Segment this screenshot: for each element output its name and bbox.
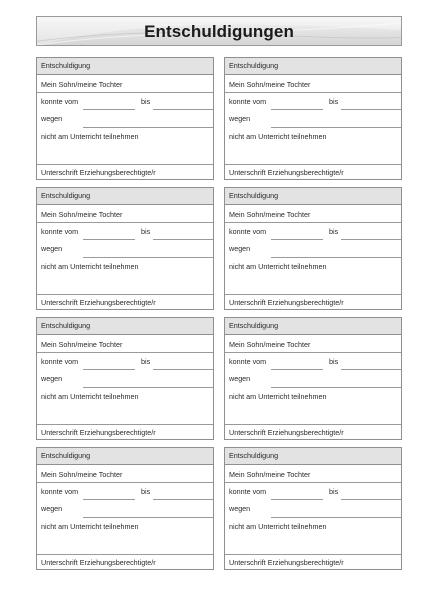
date-from-field[interactable] — [271, 499, 323, 500]
reason-field[interactable] — [83, 387, 213, 388]
child-line-label: Mein Sohn/meine Tochter — [41, 210, 123, 219]
card-heading: Entschuldigung — [225, 188, 401, 205]
date-from-label: konnte vom — [41, 487, 79, 496]
excuse-card-6 — [224, 317, 402, 440]
excuse-card-5 — [36, 317, 214, 440]
signature-label: Unterschrift Erziehungsberechtigte/r — [41, 298, 156, 307]
date-to-label: bis — [329, 357, 339, 366]
absence-text: nicht am Unterricht teilnehmen — [41, 392, 139, 401]
signature-divider[interactable] — [225, 164, 401, 165]
reason-label: wegen — [229, 374, 251, 383]
date-from-label: konnte vom — [41, 97, 79, 106]
date-from-label: konnte vom — [229, 227, 267, 236]
reason-field[interactable] — [83, 127, 213, 128]
excuse-card-3 — [36, 187, 214, 310]
signature-label: Unterschrift Erziehungsberechtigte/r — [229, 168, 344, 177]
date-to-label: bis — [329, 487, 339, 496]
date-from-field[interactable] — [83, 499, 135, 500]
signature-divider[interactable] — [37, 424, 213, 425]
date-from-label: konnte vom — [229, 357, 267, 366]
date-to-field[interactable] — [153, 239, 213, 240]
row-divider — [37, 352, 213, 353]
reason-field[interactable] — [83, 257, 213, 258]
absence-text: nicht am Unterricht teilnehmen — [229, 522, 327, 531]
signature-label: Unterschrift Erziehungsberechtigte/r — [41, 428, 156, 437]
date-from-field[interactable] — [83, 239, 135, 240]
reason-label: wegen — [41, 244, 63, 253]
row-divider — [37, 222, 213, 223]
page-header — [36, 16, 402, 46]
row-divider — [225, 482, 401, 483]
date-from-label: konnte vom — [41, 227, 79, 236]
reason-field[interactable] — [271, 127, 401, 128]
date-to-field[interactable] — [341, 239, 401, 240]
date-from-field[interactable] — [271, 109, 323, 110]
page-title: Entschuldigungen — [144, 22, 294, 41]
absence-text: nicht am Unterricht teilnehmen — [229, 132, 327, 141]
reason-field[interactable] — [271, 517, 401, 518]
signature-label: Unterschrift Erziehungsberechtigte/r — [229, 558, 344, 567]
reason-label: wegen — [41, 114, 63, 123]
child-line-label: Mein Sohn/meine Tochter — [41, 80, 123, 89]
date-to-field[interactable] — [153, 499, 213, 500]
row-divider — [225, 92, 401, 93]
date-to-field[interactable] — [153, 369, 213, 370]
excuse-card-8 — [224, 447, 402, 570]
date-from-field[interactable] — [271, 239, 323, 240]
date-to-field[interactable] — [341, 499, 401, 500]
reason-label: wegen — [229, 114, 251, 123]
card-heading: Entschuldigung — [225, 58, 401, 75]
date-to-field[interactable] — [341, 109, 401, 110]
row-divider — [225, 222, 401, 223]
child-line-label: Mein Sohn/meine Tochter — [229, 340, 311, 349]
reason-label: wegen — [41, 504, 63, 513]
date-to-label: bis — [141, 97, 151, 106]
date-to-field[interactable] — [153, 109, 213, 110]
absence-text: nicht am Unterricht teilnehmen — [41, 522, 139, 531]
date-from-label: konnte vom — [41, 357, 79, 366]
signature-label: Unterschrift Erziehungsberechtigte/r — [41, 168, 156, 177]
child-line-label: Mein Sohn/meine Tochter — [229, 210, 311, 219]
date-from-field[interactable] — [83, 109, 135, 110]
excuse-card-1 — [36, 57, 214, 180]
date-from-label: konnte vom — [229, 487, 267, 496]
absence-text: nicht am Unterricht teilnehmen — [229, 392, 327, 401]
signature-divider[interactable] — [37, 294, 213, 295]
date-from-field[interactable] — [271, 369, 323, 370]
date-from-field[interactable] — [83, 369, 135, 370]
child-line-label: Mein Sohn/meine Tochter — [41, 470, 123, 479]
reason-label: wegen — [229, 244, 251, 253]
row-divider — [37, 482, 213, 483]
reason-field[interactable] — [271, 387, 401, 388]
card-heading: Entschuldigung — [225, 318, 401, 335]
card-heading: Entschuldigung — [37, 58, 213, 75]
date-to-field[interactable] — [341, 369, 401, 370]
card-heading: Entschuldigung — [37, 188, 213, 205]
date-to-label: bis — [329, 97, 339, 106]
signature-divider[interactable] — [37, 164, 213, 165]
signature-divider[interactable] — [225, 294, 401, 295]
card-heading: Entschuldigung — [37, 448, 213, 465]
child-line-label: Mein Sohn/meine Tochter — [41, 340, 123, 349]
signature-divider[interactable] — [225, 554, 401, 555]
signature-label: Unterschrift Erziehungsberechtigte/r — [229, 298, 344, 307]
date-from-label: konnte vom — [229, 97, 267, 106]
child-line-label: Mein Sohn/meine Tochter — [229, 470, 311, 479]
absence-text: nicht am Unterricht teilnehmen — [41, 262, 139, 271]
signature-label: Unterschrift Erziehungsberechtigte/r — [41, 558, 156, 567]
card-heading: Entschuldigung — [225, 448, 401, 465]
child-line-label: Mein Sohn/meine Tochter — [229, 80, 311, 89]
reason-label: wegen — [229, 504, 251, 513]
excuse-card-4 — [224, 187, 402, 310]
row-divider — [37, 92, 213, 93]
row-divider — [225, 352, 401, 353]
date-to-label: bis — [141, 357, 151, 366]
reason-label: wegen — [41, 374, 63, 383]
signature-divider[interactable] — [225, 424, 401, 425]
signature-divider[interactable] — [37, 554, 213, 555]
reason-field[interactable] — [83, 517, 213, 518]
date-to-label: bis — [329, 227, 339, 236]
absence-text: nicht am Unterricht teilnehmen — [41, 132, 139, 141]
date-to-label: bis — [141, 227, 151, 236]
card-heading: Entschuldigung — [37, 318, 213, 335]
absence-text: nicht am Unterricht teilnehmen — [229, 262, 327, 271]
excuse-card-7 — [36, 447, 214, 570]
excuse-card-2 — [224, 57, 402, 180]
date-to-label: bis — [141, 487, 151, 496]
reason-field[interactable] — [271, 257, 401, 258]
signature-label: Unterschrift Erziehungsberechtigte/r — [229, 428, 344, 437]
